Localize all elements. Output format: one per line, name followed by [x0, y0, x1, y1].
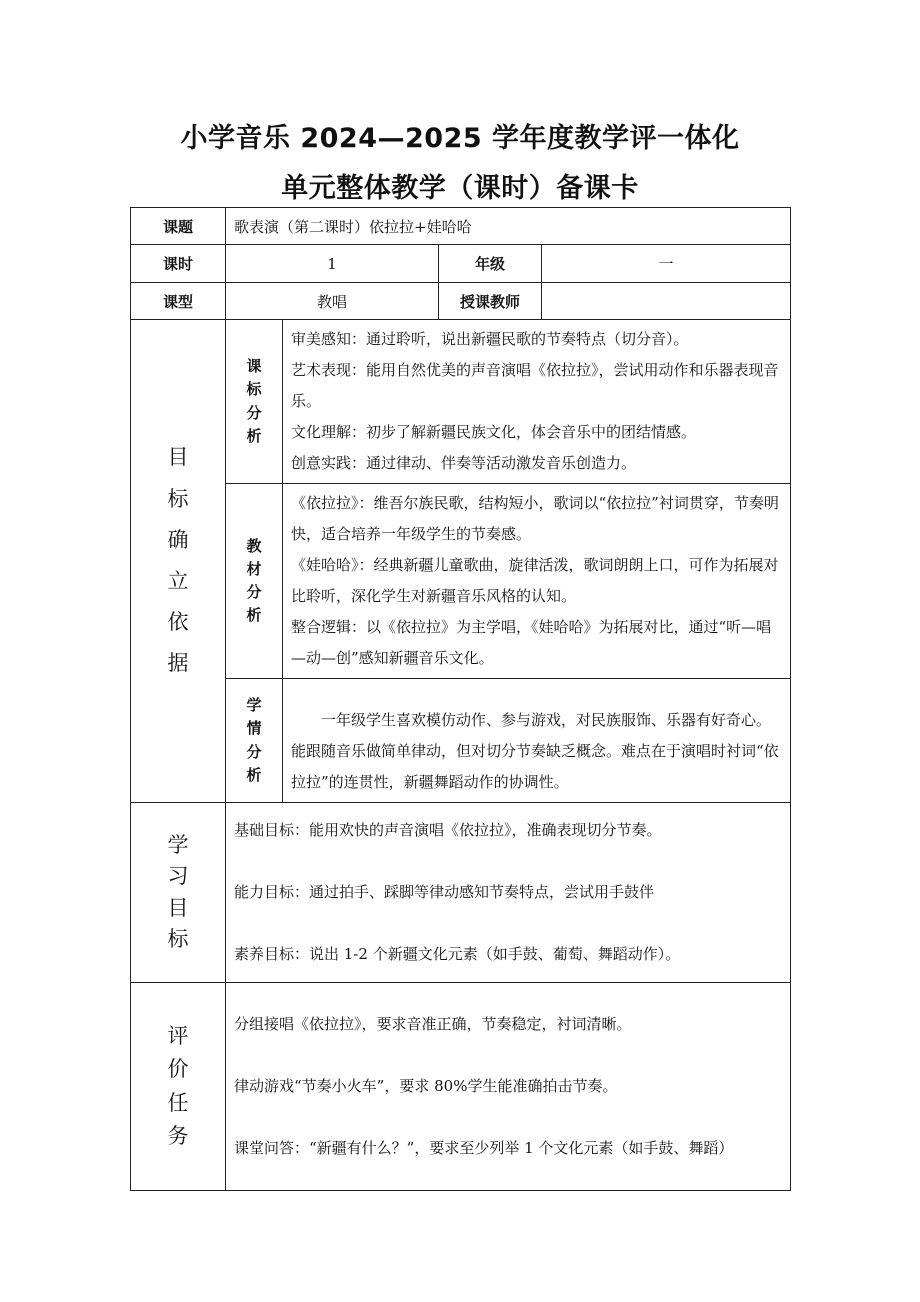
topic-value: 歌表演（第二课时）依拉拉+娃哈哈 — [226, 208, 791, 245]
student-analysis-label: 学 情 分 析 — [226, 679, 283, 803]
row-standard-analysis — [131, 320, 791, 484]
learning-goals-text: 基础目标：能用欢快的声音演唱《依拉拉》，准确表现切分节奏。 能力目标：通过拍手、踩脚等律动感知节奏特点，尝试用手鼓伴 素养目标：说出 1-2 个新疆文化元素（如手鼓、葡萄、舞蹈动作）。 — [226, 803, 791, 983]
standard-analysis-text: 审美感知：通过聆听，说出新疆民歌的节奏特点（切分音）。 艺术表现：能用自然优美的声音演唱《依拉拉》，尝试用动作和乐器表现音乐。 文化理解：初步了解新疆民族文化，体会音乐中的团结情感。 创意实践：通过律动、伴奏等活动激发音乐创造力。 — [283, 320, 791, 484]
row-type — [131, 283, 791, 320]
page-title-line-1: 小学音乐 2024—2025 学年度教学评一体化 — [180, 123, 740, 154]
teacher-value — [542, 283, 791, 320]
standard-analysis-label: 课 标 分 析 — [226, 320, 283, 484]
row-student-analysis — [131, 679, 791, 803]
evaluation-tasks-label: 评 价 任 务 — [131, 983, 226, 1191]
topic-label: 课题 — [131, 208, 226, 245]
type-value: 教唱 — [226, 283, 439, 320]
hours-label: 课时 — [131, 245, 226, 283]
row-hours — [131, 245, 791, 283]
row-learning-goals — [131, 803, 791, 983]
type-label: 课型 — [131, 283, 226, 320]
student-analysis-text: 一年级学生喜欢模仿动作、参与游戏，对民族服饰、乐器有好奇心。能跟随音乐做简单律动，但对切分节奏缺乏概念。难点在于演唱时衬词“依拉拉”的连贯性，新疆舞蹈动作的协调性。 — [283, 679, 791, 803]
learning-goals-label: 学 习 目 标 — [131, 803, 226, 983]
page-title-line-2: 单元整体教学（课时）备课卡 — [281, 173, 639, 204]
row-topic — [131, 208, 791, 245]
grade-value: 一 — [542, 245, 791, 283]
material-analysis-text: 《依拉拉》：维吾尔族民歌，结构短小，歌词以“依拉拉”衬词贯穿，节奏明快，适合培养一年级学生的节奏感。 《娃哈哈》：经典新疆儿童歌曲，旋律活泼，歌词朗朗上口，可作为拓展对比聆听，深化学生对新疆音乐风格的认知。 整合逻辑：以《依拉拉》为主学唱，《娃哈哈》为拓展对比，通过“听—唱—动—创”感知新疆音乐文化。 — [283, 484, 791, 679]
row-material-analysis — [131, 484, 791, 679]
material-analysis-label: 教 材 分 析 — [226, 484, 283, 679]
basis-label: 目 标 确 立 依 据 — [131, 320, 226, 803]
grade-label: 年级 — [439, 245, 542, 283]
lesson-plan-table — [130, 207, 791, 1191]
teacher-label: 授课教师 — [439, 283, 542, 320]
evaluation-tasks-text: 分组接唱《依拉拉》，要求音准正确，节奏稳定，衬词清晰。 律动游戏“节奏小火车”，要求 80%学生能准确拍击节奏。 课堂问答：“新疆有什么？”，要求至少列举 1 个文化元素（如手鼓、舞蹈） — [226, 983, 791, 1191]
row-evaluation-tasks — [131, 983, 791, 1191]
hours-value: 1 — [226, 245, 439, 283]
